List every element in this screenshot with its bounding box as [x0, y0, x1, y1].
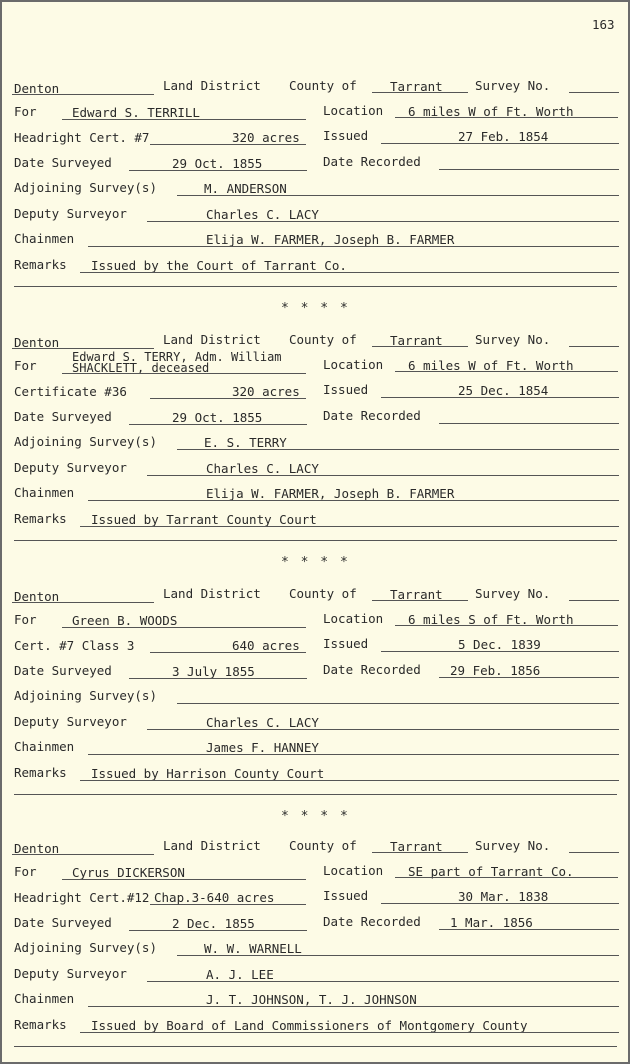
issued-label: Issued: [323, 888, 369, 903]
acres-value: 320 acres: [232, 130, 300, 145]
location-label: Location: [323, 862, 384, 878]
acres-line: [150, 144, 306, 145]
for-name-line2: SHACKLETT, deceased: [72, 360, 210, 375]
chainmen-value: Elija W. FARMER, Joseph B. FARMER: [206, 232, 455, 247]
district-line: [12, 854, 154, 855]
land-district-label: Land District: [163, 586, 261, 601]
location-label: Location: [323, 356, 384, 372]
chainmen-line: [88, 1006, 619, 1007]
date-recorded-line: [439, 169, 619, 170]
county-line: [372, 346, 468, 347]
acres-line: [150, 904, 306, 905]
adjoining-label: Adjoining Survey(s): [14, 180, 157, 195]
location-label: Location: [323, 610, 384, 626]
deputy-label: Deputy Surveyor: [14, 205, 127, 221]
survey-no-label: Survey No.: [475, 586, 551, 601]
remarks-label: Remarks: [14, 510, 67, 526]
remarks-value: Issued by Harrison County Court: [91, 765, 325, 781]
adjoining-line: [177, 449, 619, 450]
issued-value: 25 Dec. 1854: [458, 383, 549, 398]
adjoining-line: [177, 955, 619, 956]
record-bottom-rule: [14, 540, 617, 541]
separator-stars: * * * *: [281, 555, 350, 570]
date-surveyed-value: 2 Dec. 1855: [172, 915, 255, 931]
separator-stars: * * * *: [281, 301, 350, 316]
chainmen-value: Elija W. FARMER, Joseph B. FARMER: [206, 486, 455, 501]
survey-no-label: Survey No.: [475, 78, 551, 93]
for-line: [62, 627, 306, 628]
record-bottom-rule: [14, 1046, 617, 1047]
for-label: For: [14, 357, 37, 373]
location-value: 6 miles S of Ft. Worth: [408, 611, 574, 627]
date-surveyed-line: [129, 170, 307, 171]
chainmen-value: J. T. JOHNSON, T. J. JOHNSON: [206, 992, 417, 1007]
district-line: [12, 94, 154, 95]
chainmen-label: Chainmen: [14, 231, 75, 246]
county-line: [372, 600, 468, 601]
district-line: [12, 602, 154, 603]
remarks-value: Issued by Board of Land Commissioners of Montgomery County: [91, 1017, 528, 1033]
land-district-label: Land District: [163, 78, 261, 93]
date-recorded-label: Date Recorded: [323, 153, 421, 169]
district-value: Denton: [14, 81, 60, 96]
location-line: [395, 877, 618, 878]
location-value: 6 miles W of Ft. Worth: [408, 357, 574, 373]
county-of-label: County of: [289, 78, 357, 93]
page-number: 163: [592, 17, 615, 32]
remarks-value: Issued by Tarrant County Court: [91, 511, 317, 527]
issued-line: [381, 143, 619, 144]
adjoining-label: Adjoining Survey(s): [14, 688, 157, 703]
separator-stars: * * * *: [281, 809, 350, 824]
location-line: [395, 371, 618, 372]
county-of-label: County of: [289, 586, 357, 601]
date-recorded-value: 29 Feb. 1856: [450, 662, 541, 678]
county-of-label: County of: [289, 332, 357, 347]
survey-no-label: Survey No.: [475, 332, 551, 347]
date-recorded-label: Date Recorded: [323, 407, 421, 423]
for-name-value: Edward S. TERRY, Adm. William: [72, 349, 282, 364]
county-value: Tarrant: [390, 587, 443, 602]
issued-value: 30 Mar. 1838: [458, 889, 549, 904]
date-surveyed-value: 29 Oct. 1855: [172, 155, 263, 171]
for-line: [62, 373, 306, 374]
date-surveyed-label: Date Surveyed: [14, 662, 112, 678]
date-recorded-label: Date Recorded: [323, 913, 421, 929]
for-label: For: [14, 103, 37, 119]
survey-no-line: [569, 600, 619, 601]
county-value: Tarrant: [390, 333, 443, 348]
certificate-label: Headright Cert. #7: [14, 130, 150, 145]
chainmen-line: [88, 754, 619, 755]
deputy-line: [147, 221, 619, 222]
acres-value: 640 acres: [232, 638, 300, 653]
location-value: SE part of Tarrant Co.: [408, 863, 574, 879]
for-name-value: Green B. WOODS: [72, 612, 178, 628]
issued-value: 5 Dec. 1839: [458, 637, 541, 652]
county-line: [372, 852, 468, 853]
certificate-label: Cert. #7 Class 3: [14, 638, 135, 653]
chainmen-label: Chainmen: [14, 485, 75, 500]
acres-value: 320 acres: [232, 384, 300, 399]
date-surveyed-label: Date Surveyed: [14, 408, 112, 424]
chainmen-line: [88, 500, 619, 501]
location-line: [395, 625, 618, 626]
deputy-value: Charles C. LACY: [206, 206, 319, 222]
issued-line: [381, 397, 619, 398]
district-line: [12, 348, 154, 349]
date-surveyed-line: [129, 424, 307, 425]
remarks-label: Remarks: [14, 256, 67, 272]
for-label: For: [14, 863, 37, 879]
issued-label: Issued: [323, 128, 369, 143]
location-value: 6 miles W of Ft. Worth: [408, 103, 574, 119]
remarks-line: [80, 1032, 619, 1033]
date-recorded-value: 1 Mar. 1856: [450, 914, 533, 930]
adjoining-value: E. S. TERRY: [204, 435, 287, 450]
date-recorded-line: [439, 677, 619, 678]
deputy-line: [147, 981, 619, 982]
adjoining-label: Adjoining Survey(s): [14, 940, 157, 955]
deputy-line: [147, 475, 619, 476]
date-surveyed-label: Date Surveyed: [14, 914, 112, 930]
adjoining-line: [177, 195, 619, 196]
survey-no-line: [569, 852, 619, 853]
deputy-value: Charles C. LACY: [206, 460, 319, 476]
for-name-value: Edward S. TERRILL: [72, 104, 200, 120]
adjoining-line: [177, 703, 619, 704]
district-value: Denton: [14, 335, 60, 350]
date-recorded-label: Date Recorded: [323, 661, 421, 677]
acres-line: [150, 652, 306, 653]
location-line: [395, 117, 618, 118]
deputy-value: Charles C. LACY: [206, 714, 319, 730]
acres-line: [150, 398, 306, 399]
remarks-value: Issued by the Court of Tarrant Co.: [91, 257, 347, 273]
land-district-label: Land District: [163, 838, 261, 853]
county-value: Tarrant: [390, 839, 443, 854]
deputy-value: A. J. LEE: [206, 966, 274, 982]
adjoining-value: W. W. WARNELL: [204, 941, 302, 956]
adjoining-value: M. ANDERSON: [204, 181, 287, 196]
county-value: Tarrant: [390, 79, 443, 94]
deputy-label: Deputy Surveyor: [14, 965, 127, 981]
date-surveyed-value: 3 July 1855: [172, 663, 255, 679]
record-bottom-rule: [14, 794, 617, 795]
remarks-line: [80, 272, 619, 273]
certificate-label: Certificate #36: [14, 384, 127, 399]
county-line: [372, 92, 468, 93]
district-value: Denton: [14, 589, 60, 604]
certificate-label: Headright Cert.#12: [14, 890, 150, 905]
date-recorded-line: [439, 929, 619, 930]
issued-line: [381, 903, 619, 904]
deputy-label: Deputy Surveyor: [14, 713, 127, 729]
adjoining-label: Adjoining Survey(s): [14, 434, 157, 449]
remarks-line: [80, 780, 619, 781]
chainmen-label: Chainmen: [14, 991, 75, 1006]
for-line: [62, 879, 306, 880]
land-district-label: Land District: [163, 332, 261, 347]
remarks-label: Remarks: [14, 764, 67, 780]
survey-no-label: Survey No.: [475, 838, 551, 853]
date-surveyed-value: 29 Oct. 1855: [172, 409, 263, 425]
acres-value: Chap.3-640 acres: [154, 890, 275, 905]
location-label: Location: [323, 102, 384, 118]
issued-label: Issued: [323, 636, 369, 651]
for-line: [62, 119, 306, 120]
date-surveyed-line: [129, 930, 307, 931]
district-value: Denton: [14, 841, 60, 856]
record-bottom-rule: [14, 286, 617, 287]
chainmen-value: James F. HANNEY: [206, 740, 319, 755]
for-name-value: Cyrus DICKERSON: [72, 864, 185, 880]
deputy-line: [147, 729, 619, 730]
issued-line: [381, 651, 619, 652]
county-of-label: County of: [289, 838, 357, 853]
deputy-label: Deputy Surveyor: [14, 459, 127, 475]
remarks-line: [80, 526, 619, 527]
issued-value: 27 Feb. 1854: [458, 129, 549, 144]
date-recorded-line: [439, 423, 619, 424]
chainmen-line: [88, 246, 619, 247]
chainmen-label: Chainmen: [14, 739, 75, 754]
date-surveyed-line: [129, 678, 307, 679]
issued-label: Issued: [323, 382, 369, 397]
survey-no-line: [569, 346, 619, 347]
date-surveyed-label: Date Surveyed: [14, 154, 112, 170]
for-label: For: [14, 611, 37, 627]
survey-no-line: [569, 92, 619, 93]
remarks-label: Remarks: [14, 1016, 67, 1032]
